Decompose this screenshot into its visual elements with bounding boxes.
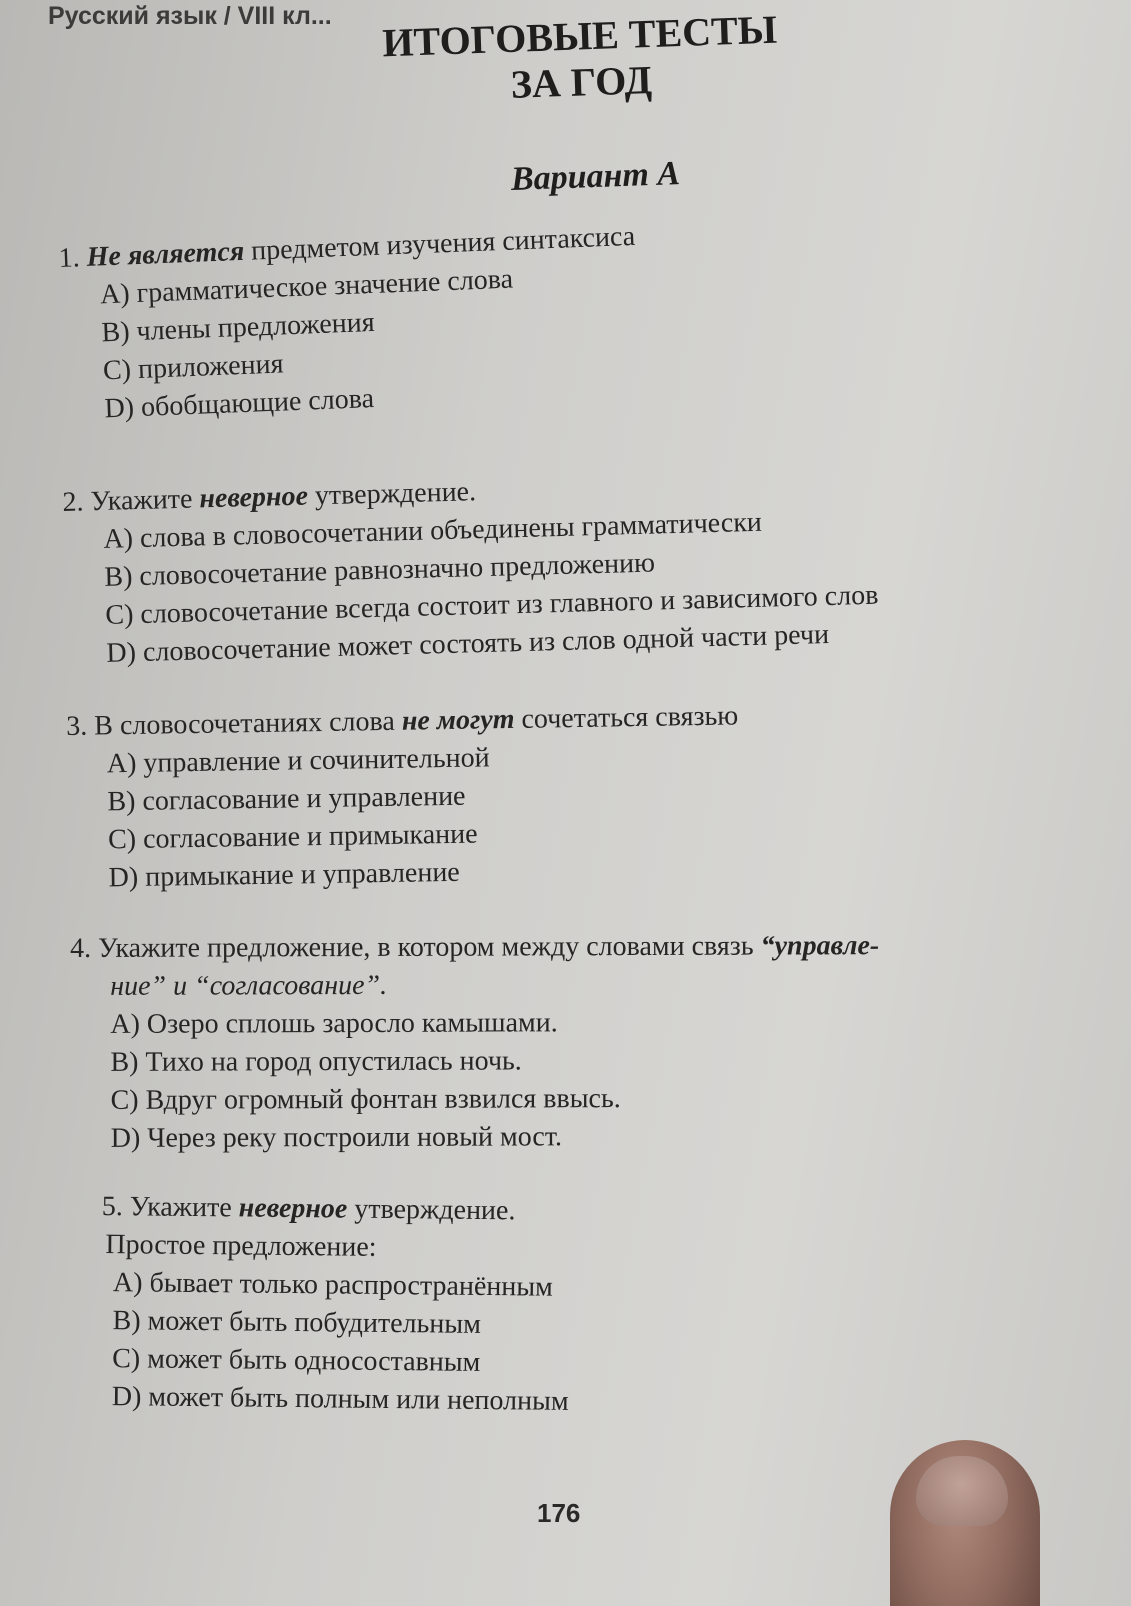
fingernail bbox=[916, 1456, 1008, 1526]
answer-option: D) словосочетание может состоять из слов одной части речи bbox=[106, 618, 830, 669]
stem-text: утверждение. bbox=[307, 476, 477, 512]
answer-option: D) примыкание и управление bbox=[108, 856, 460, 894]
question-subtitle: Простое предложение: bbox=[105, 1229, 377, 1263]
stem-emphasis: не могут bbox=[401, 703, 515, 737]
answer-option: D) может быть полным или неполным bbox=[111, 1381, 569, 1417]
question-5 bbox=[100, 1188, 571, 1421]
stem-text: 4. Укажите предложение, в котором между словами связь bbox=[70, 930, 761, 964]
answer-option: A) Озеро сплошь заросло камышами. bbox=[110, 1007, 558, 1040]
question-3 bbox=[66, 697, 741, 898]
stem-text: предметом изучения синтаксиса bbox=[243, 220, 636, 267]
answer-option: C) словосочетание всегда состоит из главного и зависимого слов bbox=[105, 579, 879, 631]
answer-option: B) согласование и управление bbox=[107, 780, 466, 818]
page-number: 176 bbox=[537, 1498, 581, 1528]
stem-text: 5. Укажите bbox=[101, 1190, 239, 1224]
answer-option: A) управление и сочинительной bbox=[106, 742, 490, 780]
stem-text: 2. Укажите bbox=[62, 483, 200, 518]
answer-option: C) согласование и примыкание bbox=[107, 818, 478, 856]
title-line-1: ИТОГОВЫЕ ТЕСТЫ bbox=[381, 6, 778, 66]
stem-text: сочетаться связью bbox=[514, 700, 739, 735]
stem-emphasis: Не является bbox=[86, 235, 245, 273]
answer-option: A) бывает только распространённым bbox=[112, 1267, 554, 1303]
answer-option: B) словосочетание равнозначно предложению bbox=[104, 547, 656, 593]
question-stem bbox=[102, 1188, 571, 1231]
question-2 bbox=[62, 463, 880, 674]
stem-emphasis: “управле- bbox=[760, 930, 880, 962]
stem-text: утверждение. bbox=[347, 1193, 516, 1227]
stem-text: 1. bbox=[58, 241, 88, 274]
question-4 bbox=[70, 927, 880, 1158]
answer-option: A) слова в словосочетании объединены грамматически bbox=[103, 506, 763, 555]
answer-option: B) Тихо на город опустилась ночь. bbox=[110, 1045, 522, 1078]
answer-option: B) может быть побудительным bbox=[112, 1305, 482, 1340]
question-1 bbox=[58, 218, 642, 430]
answer-option: A) грамматическое значение слова bbox=[99, 263, 514, 311]
answer-option: B) члены предложения bbox=[101, 306, 376, 349]
variant-heading: Вариант А bbox=[510, 155, 681, 198]
stem-emphasis: неверное bbox=[199, 480, 309, 515]
answer-option: C) приложения bbox=[102, 348, 285, 387]
title-line-2: ЗА ГОД bbox=[509, 57, 653, 107]
answer-option: D) обобщающие слова bbox=[103, 383, 375, 425]
question-stem bbox=[70, 927, 879, 968]
answer-option: C) Вдруг огромный фонтан взвился ввысь. bbox=[110, 1083, 621, 1116]
stem-text: 3. В словосочетаниях слова bbox=[66, 705, 403, 742]
answer-option: D) Через реку построили новый мост. bbox=[110, 1121, 563, 1154]
stem-emphasis: неверное bbox=[238, 1192, 348, 1225]
question-stem-continuation: ние” и “согласование”. bbox=[110, 969, 388, 1002]
answer-option: C) может быть односоставным bbox=[112, 1343, 481, 1378]
running-head: Русский язык / VIII кл... bbox=[48, 2, 332, 30]
